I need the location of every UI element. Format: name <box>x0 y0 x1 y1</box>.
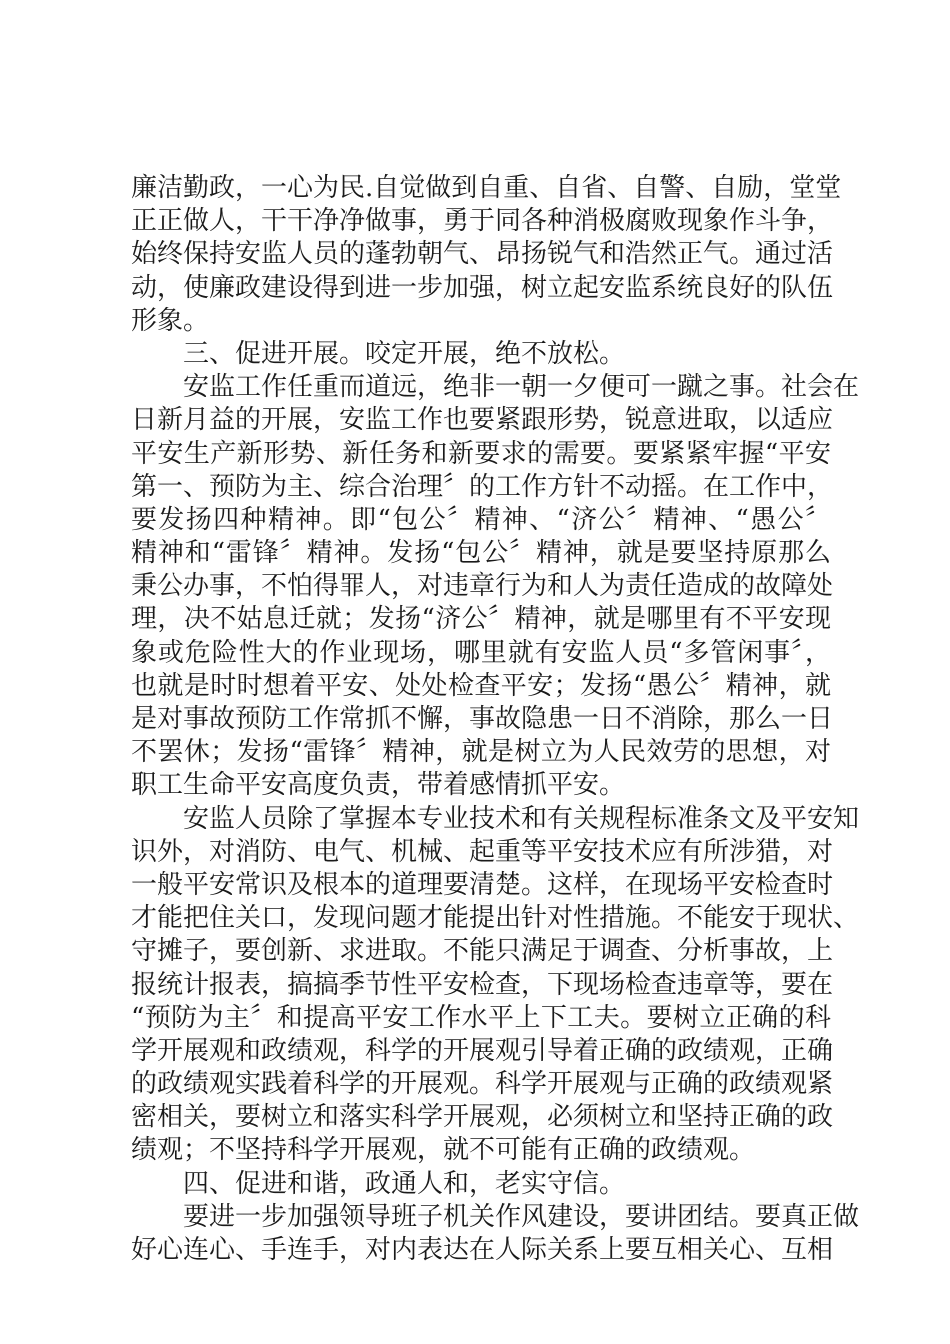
text-line: 守摊子，要创新、求进取。不能只满足于调查、分析事故，上 <box>131 936 834 967</box>
text-line: 要进一步加强领导班子机关作风建设，要讲团结。要真正做 <box>183 1201 860 1232</box>
text-line: 密相关，要树立和落实科学开展观，必须树立和坚持正确的政 <box>131 1102 834 1133</box>
body-text <box>131 172 860 1267</box>
text-line: 要发扬四种精神。即“包公〞精神、“济公〞精神、“愚公〞 <box>131 504 831 535</box>
text-line: 象或危险性大的作业现场，哪里就有安监人员“多管闲事〞， <box>131 637 831 668</box>
text-line: 好心连心、手连手，对内表达在人际关系上要互相关心、互相 <box>131 1235 834 1265</box>
text-line: 秉公办事，不怕得罪人，对违章行为和人为责任造成的故障处 <box>131 571 834 602</box>
text-line: 始终保持安监人员的蓬勃朝气、昂扬锐气和浩然正气。通过活 <box>131 239 834 270</box>
text-line: 精神和“雷锋〞精神。发扬“包公〞精神，就是要坚持原那么 <box>131 538 831 569</box>
text-line: 正正做人，干干净净做事，勇于同各种消极腐败现象作斗争， <box>131 206 834 237</box>
text-line: 职工生命平安高度负责，带着感情抓平安。 <box>131 770 626 801</box>
text-line: 安监人员除了掌握本专业技术和有关规程标准条文及平安知 <box>183 803 860 834</box>
text-line: 也就是时时想着平安、处处检查平安；发扬“愚公〞精神，就 <box>131 670 831 701</box>
text-line: 不罢休；发扬“雷锋〞精神，就是树立为人民效劳的思想，对 <box>131 737 831 768</box>
text-line: 一般平安常识及根本的道理要清楚。这样，在现场平安检查时 <box>131 869 834 900</box>
text-line: 平安生产新形势、新任务和新要求的需要。要紧紧牢握“平安 <box>131 438 831 469</box>
text-line: 的政绩观实践着科学的开展观。科学开展观与正确的政绩观紧 <box>131 1069 834 1100</box>
text-line: 廉洁勤政，一心为民.自觉做到自重、自省、自警、自励，堂堂 <box>131 173 842 203</box>
text-line: 识外，对消防、电气、机械、起重等平安技术应有所涉猎，对 <box>131 836 834 867</box>
text-line: 是对事故预防工作常抓不懈，事故隐患一日不消除，那么一日 <box>131 704 834 734</box>
text-line: 日新月益的开展，安监工作也要紧跟形势，锐意进取，以适应 <box>131 405 834 436</box>
text-line: 四、促进和谐，政通人和，老实守信。 <box>183 1168 626 1199</box>
text-line: 形象。 <box>131 305 210 336</box>
text-line: 安监工作任重而道远，绝非一朝一夕便可一蹴之事。社会在 <box>183 372 860 403</box>
text-line: 才能把住关口，发现问题才能提出针对性措施。不能安于现状、 <box>131 903 860 934</box>
text-line: “预防为主〞和提高平安工作水平上下工夫。要树立正确的科 <box>131 1002 831 1033</box>
text-line: 绩观；不坚持科学开展观，就不可能有正确的政绩观。 <box>131 1135 756 1166</box>
text-line: 动，使廉政建设得到进一步加强，树立起安监系统良好的队伍 <box>131 272 834 303</box>
text-line: 理，决不姑息迁就；发扬“济公〞精神，就是哪里有不平安现 <box>131 604 831 635</box>
text-line: 第一、预防为主、综合治理〞的工作方针不动摇。在工作中， <box>131 471 834 502</box>
text-line: 报统计报表，搞搞季节性平安检查，下现场检查违章等，要在 <box>131 969 834 1000</box>
text-line: 学开展观和政绩观，科学的开展观引导着正确的政绩观，正确 <box>131 1035 834 1066</box>
text-line: 三、促进开展。咬定开展，绝不放松。 <box>183 338 626 369</box>
